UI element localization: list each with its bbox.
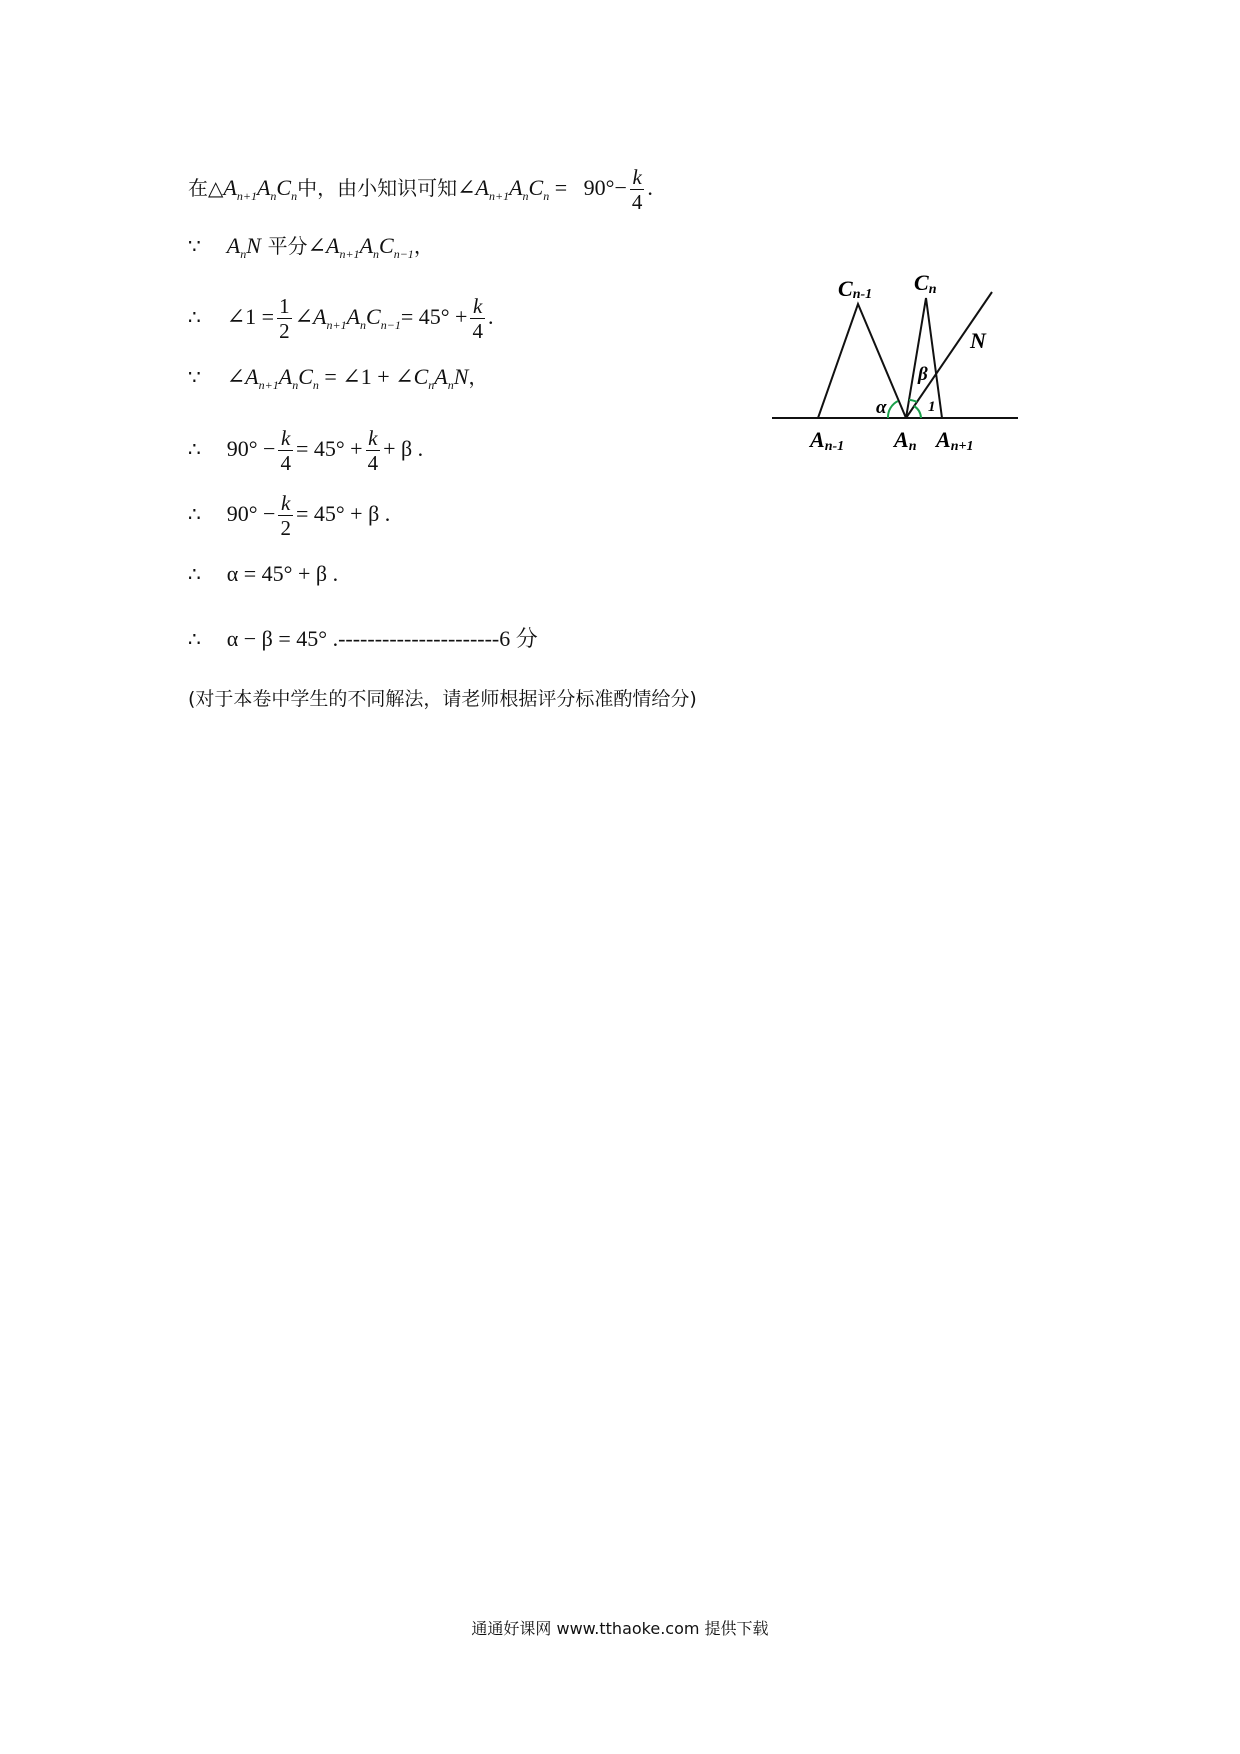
label-beta: β <box>918 364 928 385</box>
ray-an-n <box>906 292 992 418</box>
line5-a: 90° − <box>226 436 276 461</box>
line3-eq1: ∠1 = <box>226 304 275 329</box>
line-4: ∵ $\angle A_{n+1}A_nC_n$ = ∠1 + $\angle C_nA_nN$， <box>188 364 489 392</box>
because-symbol-2: ∵ <box>188 365 201 389</box>
line5-fraction-1: $\frac{k}{4}$ <box>280 426 291 475</box>
line1-end: . <box>647 175 653 200</box>
footer-credit: 通通好课网 www.tthaoke.com 提供下载 <box>471 1619 769 1638</box>
because-symbol: ∵ <box>188 234 201 258</box>
line1-eq: 90° <box>583 175 615 200</box>
therefore-symbol-3: ∴ <box>188 502 201 526</box>
line4-end: ， <box>468 365 489 389</box>
line3-eq2: = 45° + <box>400 304 468 329</box>
geometry-diagram <box>770 270 1020 460</box>
line3-fraction-k4: $\frac{k}{4}$ <box>472 294 483 343</box>
line-7 <box>188 559 338 589</box>
one-arc <box>914 406 921 418</box>
label-one: 1 <box>928 399 936 415</box>
line5-fraction-2: $\frac{k}{4}$ <box>367 426 379 475</box>
label-a-next: An+1 <box>936 427 974 454</box>
line7-text: α = 45° + β . <box>226 561 339 586</box>
label-n: N <box>970 328 986 353</box>
therefore-symbol: ∴ <box>188 305 201 329</box>
line8-text: α − β = 45° .----------------------6 分 <box>226 626 538 651</box>
line6-b: = 45° + β . <box>295 501 391 526</box>
line-2: ∵ $A_nN$ 平分$\angle A_{n+1}A_nC_{n-1}$， <box>188 233 434 261</box>
line-3: ∴ ∠1 = $\frac{1}{2}$ $\angle A_{n+1}A_nC_{n-1}= 45^\circ$ + $\frac{k}{4}$ . <box>188 294 494 343</box>
therefore-symbol-2: ∴ <box>188 437 201 461</box>
label-alpha: α <box>876 397 887 418</box>
beta-arc <box>909 400 917 402</box>
label-c-prev: Cn-1 <box>838 276 873 302</box>
line2-text: 平分 <box>267 234 308 258</box>
line1-prefix: 在△ <box>188 176 224 200</box>
line-8 <box>188 624 538 654</box>
line2-end: ， <box>413 234 434 258</box>
line-1: 在$\triangle A_{n+1}A_nC_n$中，由小知识可知$\angle A_{n+1}A_nC_n = 90^\circ-$ $\frac{k}{4}$ . <box>188 165 653 214</box>
therefore-symbol-5: ∴ <box>188 627 201 651</box>
line5-b: = 45° + <box>295 436 363 461</box>
line6-a: 90° − <box>226 501 276 526</box>
label-a-n: An <box>894 427 917 454</box>
line1-fraction: $\frac{k}{4}$ <box>631 165 643 214</box>
line3-end: . <box>487 304 494 329</box>
grading-note: (对于本卷中学生的不同解法，请老师根据评分标准酌情给分) <box>188 688 697 710</box>
therefore-symbol-4: ∴ <box>188 562 201 586</box>
line4-plus: ∠1 + ∠ <box>342 364 414 389</box>
line6-fraction: $\frac{k}{2}$ <box>280 491 291 540</box>
line3-fraction-half: $\frac{1}{2}$ <box>279 294 290 343</box>
line5-c: + β . <box>383 436 424 461</box>
alpha-arc <box>888 401 898 418</box>
line-6 <box>188 491 390 540</box>
triangle-left <box>818 304 906 418</box>
line1-mid: 中，由小知识可知 <box>297 176 458 200</box>
line4-eq: = <box>324 364 337 389</box>
line-5 <box>188 426 423 475</box>
line1-minus: − <box>614 175 627 200</box>
label-c-n: Cn <box>914 270 937 297</box>
label-a-prev: An-1 <box>810 427 845 454</box>
